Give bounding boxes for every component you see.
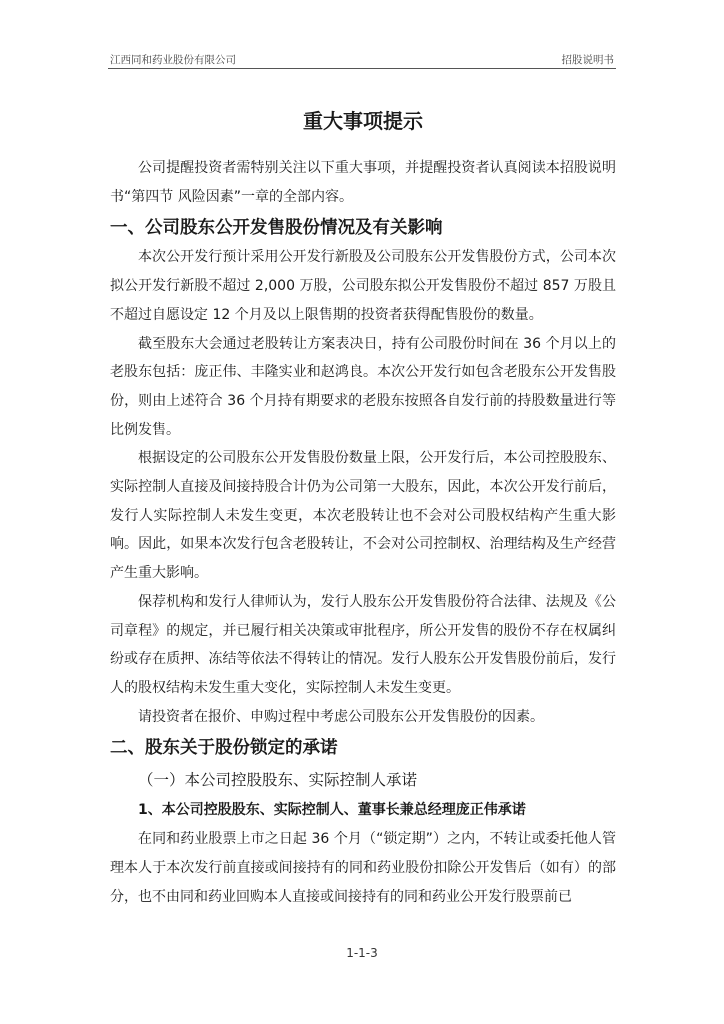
running-header — [108, 52, 616, 69]
section-1-paragraph-5: 请投资者在报价、申购过程中考虑公司股东公开发售股份的因素。 — [138, 708, 544, 725]
section-2-subheading: （一）本公司控股股东、实际控制人承诺 — [138, 771, 418, 790]
intro-paragraph: 公司提醒投资者需特别关注以下重大事项，并提醒投资者认真阅读本招股说明书“第四节 风险因素”一章的全部内容。 — [110, 160, 616, 205]
section-1-paragraph-1: 本次公开发行预计采用公开发行新股及公司股东公开发售股份方式，公司本次拟公开发行新股不超过 2,000 万股，公司股东拟公开发售股份不超过 857 万股且不超过自愿设定 12 个月及以上限售期的投资者获得配售股份的数量。 — [110, 249, 616, 323]
section-2-item-heading: 1、本公司控股股东、实际控制人、董事长兼总经理庞正伟承诺 — [138, 802, 526, 819]
section-1-paragraph-3: 根据设定的公司股东公开发售股份数量上限，公开发行后，本公司控股股东、实际控制人直接及间接持股合计仍为公司第一大股东，因此，本次公开发行前后，发行人实际控制人未发生变更，本次老股转让也不会对公司股权结构产生重大影响。因此，如果本次发行包含老股转让，不会对公司控制权、治理结构及生产经营产生重大影响。 — [110, 450, 616, 582]
header-document-name: 招股说明书 — [561, 54, 614, 66]
section-2-heading: 二、股东关于股份锁定的承诺 — [110, 738, 338, 759]
section-1-heading: 一、公司股东公开发售股份情况及有关影响 — [110, 218, 443, 239]
header-company-name: 江西同和药业股份有限公司 — [110, 54, 236, 66]
section-1-paragraph-4: 保荐机构和发行人律师认为，发行人股东公开发售股份符合法律、法规及《公司章程》的规定，并已履行相关决策或审批程序，所公开发售的股份不存在权属纠纷或存在质押、冻结等依法不得转让的情况。发行人股东公开发售股份前后，发行人的股权结构未发生重大变化，实际控制人未发生变更。 — [110, 593, 616, 696]
page-content — [110, 106, 616, 911]
section-2-paragraph: 在同和药业股票上市之日起 36 个月（“锁定期”）之内，不转让或委托他人管理本人于本次发行前直接或间接持有的同和药业股份扣除公开发售后（如有）的部分，也不由同和药业回购本人直接或间接持有的同和药业公开发行股票前已 — [110, 831, 616, 905]
section-1-paragraph-2: 截至股东大会通过老股转让方案表决日，持有公司股份时间在 36 个月以上的老股东包括：庞正伟、丰隆实业和赵鸿良。本次公开发行如包含老股东公开发售股份，则由上述符合 36 个月持有期要求的老股东按照各自发行前的持股数量进行等比例发售。 — [110, 335, 616, 438]
page-number: 1-1-3 — [346, 946, 378, 960]
page-title: 重大事项提示 — [303, 109, 423, 133]
